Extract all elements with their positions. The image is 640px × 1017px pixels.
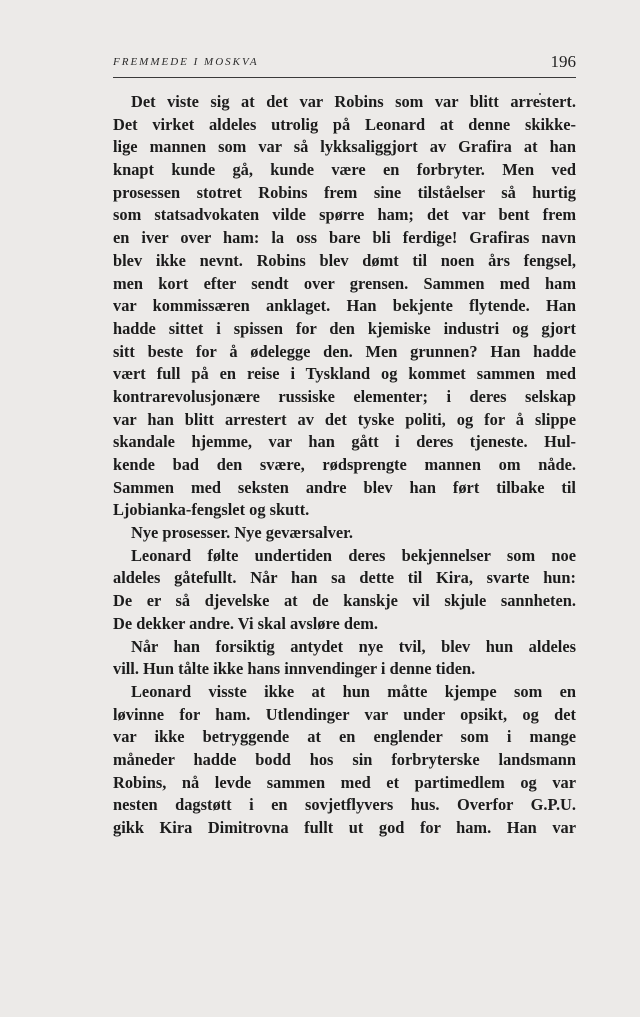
text-line: løvinne for ham. Utlendinger var under opsikt, og det xyxy=(113,704,576,724)
text-line: vill. Hun tålte ikke hans innvendinger i denne tiden. xyxy=(113,659,476,679)
text-line: blev ikke nevnt. Robins blev dømt til noen års fengsel, xyxy=(113,250,576,270)
header-rule xyxy=(113,77,576,78)
text-line: Nye prosesser. Nye geværsalver. xyxy=(131,523,353,543)
text-line: kontrarevolusjonære russiske elementer; i deres selskap xyxy=(113,386,576,406)
text-line: Det virket aldeles utrolig på Leonard at denne skikke- xyxy=(113,114,576,134)
text-line: De er så djevelske at de kanskje vil skjule sannheten. xyxy=(113,591,576,611)
text-line: Leonard visste ikke at hun måtte kjempe som en xyxy=(131,681,576,701)
text-line: en iver over ham: la oss bare bli ferdige! Grafiras navn xyxy=(113,228,576,248)
text-line: prosessen stotret Robins frem sine tilståelser så hurtig xyxy=(113,182,576,202)
text-line: var han blitt arrestert av det tyske politi, og for å slippe xyxy=(113,409,576,429)
text-line: Ljobianka-fengslet og skutt. xyxy=(113,500,310,520)
text-line: skandale hjemme, var han gått i deres tjeneste. Hul- xyxy=(113,432,576,452)
text-line: Når han forsiktig antydet nye tvil, blev hun aldeles xyxy=(131,636,576,656)
text-line: Sammen med seksten andre blev han ført tilbake til xyxy=(113,477,576,497)
text-line: hadde sittet i spissen for den kjemiske industri og gjort xyxy=(113,318,576,338)
text-line: lige mannen som var så lykksaliggjort av Grafira at han xyxy=(113,137,576,157)
text-line: sitt beste for å ødelegge den. Men grunnen? Han hadde xyxy=(113,341,576,361)
text-line: nesten dagstøtt i en sovjetflyvers hus. Overfor G.P.U. xyxy=(113,795,576,815)
running-title: FREMMEDE I MOSKVA xyxy=(113,56,259,68)
page-number: 196 xyxy=(550,52,576,71)
text-line: var kommissæren anklaget. Han bekjente flytende. Han xyxy=(113,296,576,316)
text-line: gikk Kira Dimitrovna fullt ut god for ham. Han var xyxy=(113,818,576,837)
text-line: kende bad den svære, rødsprengte mannen om nåde. xyxy=(113,455,576,474)
running-head xyxy=(113,52,576,76)
text-line: Leonard følte undertiden deres bekjennelser som noe xyxy=(131,545,576,565)
text-line: vært full på en reise i Tyskland og kommet sammen med xyxy=(113,364,576,384)
text-line: De dekker andre. Vi skal avsløre dem. xyxy=(113,613,378,633)
text-line: aldeles gåtefullt. Når han sa dette til Kira, svarte hun: xyxy=(113,568,576,588)
text-line: var ikke betryggende at en englender som i mange xyxy=(113,727,576,747)
text-line: måneder hadde bodd hos sin forbryterske landsmann xyxy=(113,749,576,769)
text-line: men kort efter sendt over grensen. Sammen med ham xyxy=(113,273,576,293)
text-line: Det viste sig at det var Robins som var blitt arrestert. xyxy=(131,92,576,111)
text-line: knapt kunde gå, kunde være en forbryter. Men ved xyxy=(113,160,576,180)
text-line: som statsadvokaten vilde spørre ham; det var bent frem xyxy=(113,205,576,225)
text-line: Robins, nå levde sammen med et partimedlem og var xyxy=(113,772,576,792)
body-text xyxy=(113,91,576,840)
